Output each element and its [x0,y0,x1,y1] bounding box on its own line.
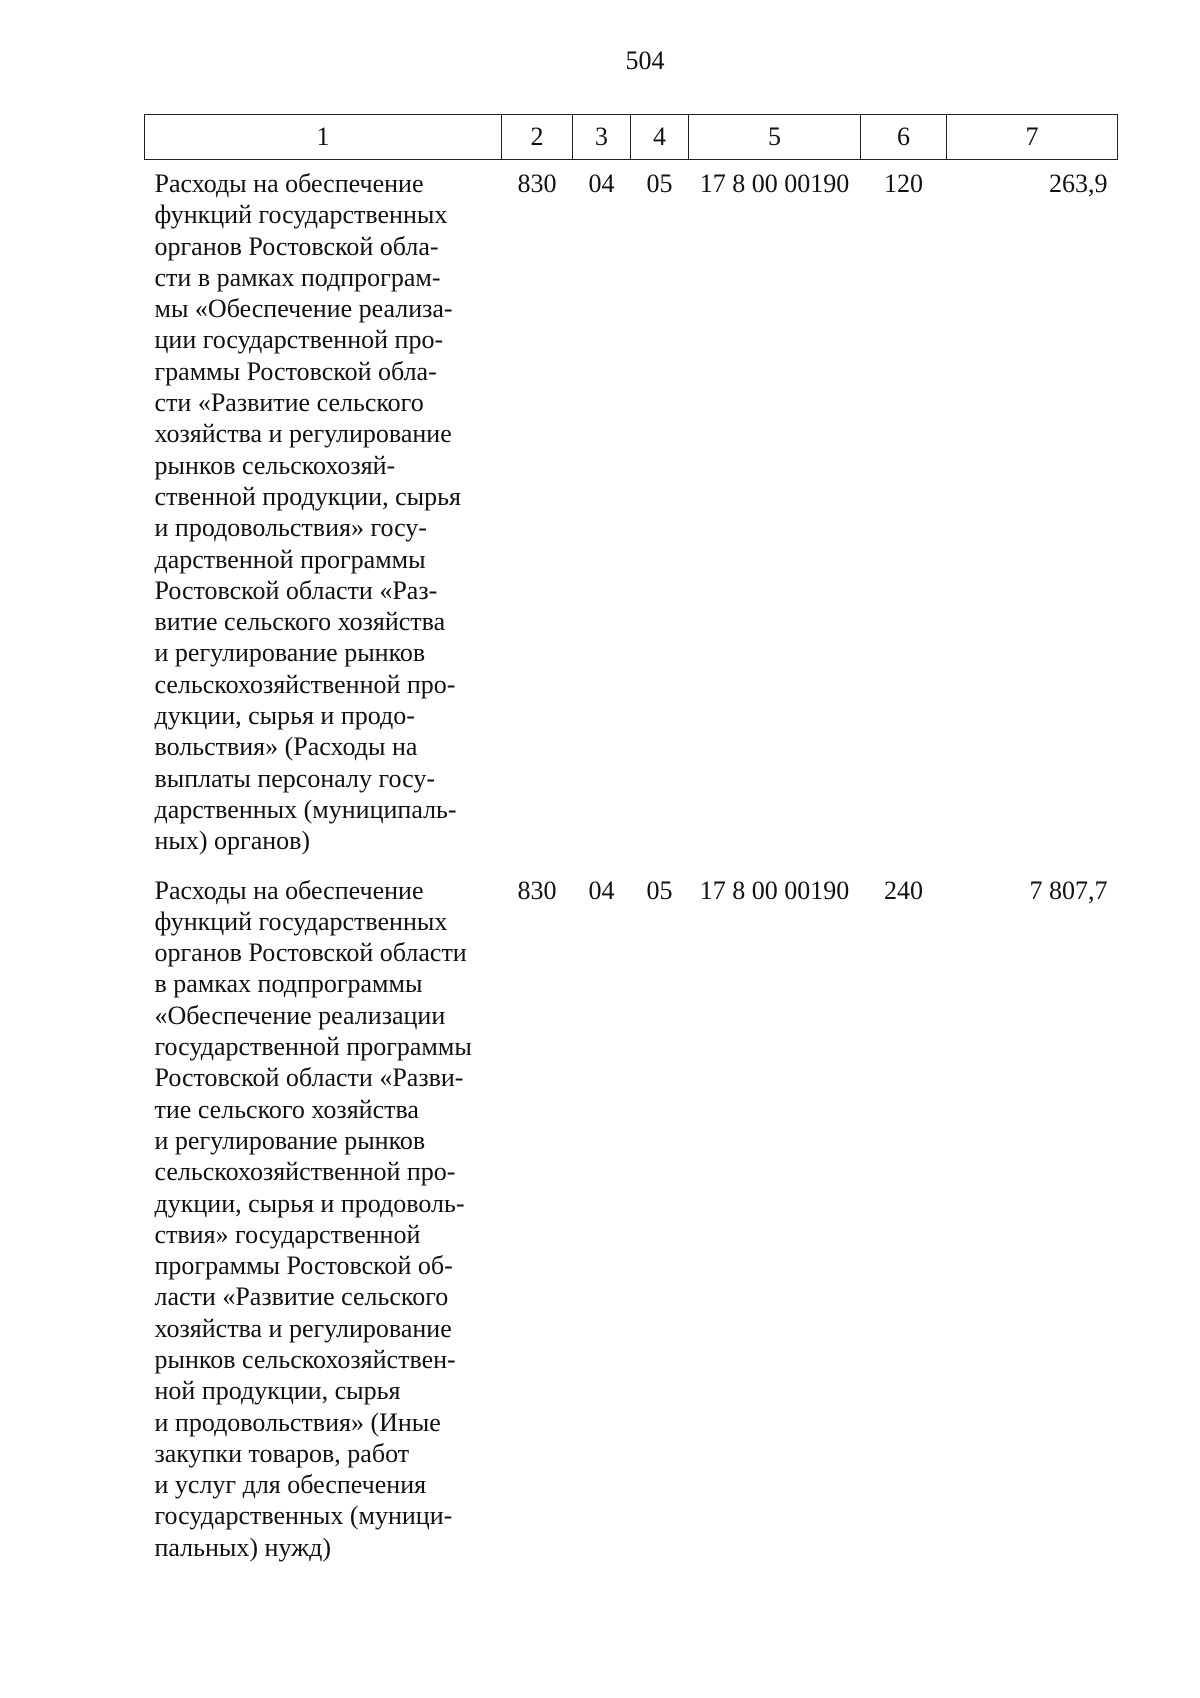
description-line: выплаты персоналу госу- [154,763,436,793]
cell-expense-type: 120 [884,169,923,198]
description-line: дарственных (муниципаль- [154,794,457,824]
cell-expense-type: 240 [884,875,923,905]
budget-table [144,114,1118,1573]
description-line: программы Ростовской об- [154,1251,453,1281]
description-line: хозяйства и регулирование [154,419,452,449]
description-line: функций государственных [154,200,448,230]
cell-amount: 7 807,7 [1029,875,1108,905]
column-header-2: 2 [502,115,573,160]
description-line: ствия» государственной [154,1219,421,1249]
description-line: пальных) нужд) [154,1532,331,1562]
description-line: дукции, сырья и продо- [154,701,415,731]
cell-subsection: 05 [646,875,673,905]
description-line: Ростовской области «Раз- [154,575,438,605]
row-description [145,867,502,1574]
description-line: хозяйства и регулирование [154,1313,452,1343]
description-line: ласти «Развитие сельского [154,1282,449,1312]
description-line: ции государственной про- [154,325,444,355]
description-line: граммы Ростовской обла- [154,356,437,386]
cell-subsection: 05 [646,169,673,198]
description-line: тие сельского хозяйства [154,1094,419,1124]
cell-ministry-code: 830 [517,875,557,905]
description-line: и услуг для обеспечения [154,1470,427,1500]
description-line: сельскохозяйственной про- [154,1157,456,1187]
table-row [145,867,1118,1574]
description-line: сти в рамках подпрограм- [154,262,441,292]
description-line: органов Ростовской области [154,938,467,968]
cell-section: 04 [588,169,615,198]
column-header-1: 1 [145,115,502,160]
description-line: сельскохозяйственной про- [154,669,456,699]
cell-amount: 263,9 [1049,169,1108,198]
page-number: 504 [625,46,665,75]
table-header-row [145,115,1118,160]
description-line: и продовольствия» госу- [154,513,427,543]
description-line: в рамках подпрограммы [154,969,423,999]
column-header-5: 5 [689,115,861,160]
description-line: Расходы на обеспечение [154,169,424,198]
row-description [145,160,502,867]
description-line: ственной продукции, сырья [154,481,461,511]
description-line: Расходы на обеспечение [154,875,424,905]
description-line: и продовольствия» (Иные [154,1407,441,1437]
column-header-4: 4 [631,115,689,160]
cell-section: 04 [588,875,615,905]
description-line: рынков сельскохозяй- [154,450,396,480]
cell-target-article: 17 8 00 00190 [699,169,850,198]
column-header-3: 3 [573,115,631,160]
description-line: и регулирование рынков [154,1125,426,1155]
description-line: «Обеспечение реализации [154,1000,446,1030]
table-row [145,160,1118,867]
description-line: ной продукции, сырья [154,1376,401,1406]
description-line: государственной программы [154,1032,472,1062]
description-line: мы «Обеспечение реализа- [154,294,453,324]
description-line: рынков сельскохозяйствен- [154,1344,456,1374]
cell-target-article: 17 8 00 00190 [699,875,850,905]
description-line: органов Ростовской обла- [154,231,439,261]
description-line: вольствия» (Расходы на [154,732,418,762]
column-header-6: 6 [861,115,947,160]
description-line: Ростовской области «Разви- [154,1063,464,1093]
description-line: дукции, сырья и продоволь- [154,1188,465,1218]
description-line: закупки товаров, работ [154,1438,410,1468]
description-line: функций государственных [154,906,448,936]
column-header-7: 7 [947,115,1118,160]
description-line: ных) органов) [154,826,311,856]
description-line: государственных (муници- [154,1501,453,1531]
description-line: сти «Развитие сельского [154,388,424,418]
description-line: дарственной программы [154,544,426,574]
description-line: и регулирование рынков [154,638,426,668]
cell-ministry-code: 830 [517,169,557,198]
description-line: витие сельского хозяйства [154,607,446,637]
